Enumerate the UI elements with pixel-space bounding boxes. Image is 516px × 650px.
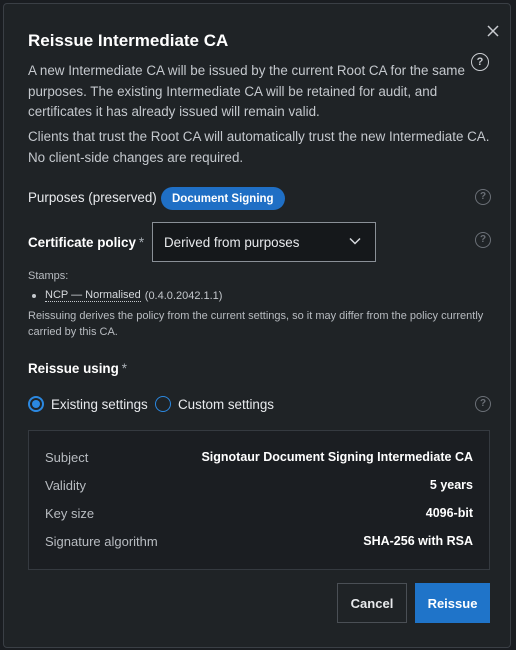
summary-key: Subject	[45, 449, 89, 465]
summary-row	[45, 447, 473, 467]
help-icon[interactable]: ?	[475, 189, 491, 205]
summary-row	[45, 475, 473, 495]
certificate-policy-label	[28, 235, 144, 250]
chevron-down-icon	[349, 237, 361, 245]
stamp-name[interactable]: NCP — Normalised	[45, 289, 141, 301]
summary-value: Signotaur Document Signing Intermediate CA	[201, 450, 473, 464]
help-icon[interactable]: ?	[471, 53, 489, 71]
stamps-label: Stamps:	[28, 270, 69, 282]
bullet-icon	[32, 294, 36, 298]
summary-key: Key size	[45, 505, 95, 521]
help-icon[interactable]: ?	[475, 396, 491, 412]
summary-value: SHA-256 with RSA	[363, 534, 473, 548]
radio-label: Custom settings	[178, 396, 275, 412]
summary-key: Signature algorithm	[45, 533, 158, 549]
purpose-badge: Document Signing	[161, 187, 285, 210]
radio-label: Existing settings	[51, 396, 148, 412]
radio-custom-settings[interactable]	[155, 396, 274, 412]
stamp-list-item	[28, 289, 222, 302]
reissue-intermediate-ca-dialog	[3, 3, 511, 648]
dialog-title: Reissue Intermediate CA	[28, 31, 229, 50]
close-icon	[487, 25, 499, 37]
certificate-policy-label-text: Certificate policy	[28, 235, 136, 250]
settings-summary	[28, 430, 490, 570]
trust-paragraph: Clients that trust the Root CA will automatically trust the new Intermediate CA. No client-side changes are required.	[28, 129, 490, 165]
certificate-policy-select[interactable]	[152, 222, 376, 262]
radio-button-unchecked[interactable]	[155, 396, 171, 412]
radio-button-checked[interactable]	[28, 396, 44, 412]
radio-existing-settings[interactable]	[28, 396, 148, 412]
certificate-policy-value: Derived from purposes	[164, 234, 300, 250]
required-marker: *	[138, 235, 145, 250]
help-icon[interactable]: ?	[475, 232, 491, 248]
reissue-button[interactable]: Reissue	[415, 583, 490, 623]
summary-value: 4096-bit	[425, 506, 473, 520]
purposes-label: Purposes (preserved)	[28, 190, 157, 205]
close-button[interactable]	[482, 20, 504, 42]
summary-value: 5 years	[429, 478, 473, 492]
reissue-using-label	[28, 361, 127, 376]
reissue-using-label-text: Reissue using	[28, 361, 119, 376]
cancel-button[interactable]: Cancel	[337, 583, 407, 623]
stamp-oid: (0.4.0.2042.1.1)	[144, 289, 223, 302]
summary-row	[45, 531, 473, 551]
policy-note: Reissuing derives the policy from the current settings, so it may differ from the policy currently carried by this CA.	[28, 310, 484, 338]
summary-key: Validity	[45, 477, 86, 493]
required-marker: *	[121, 361, 128, 376]
intro-paragraph: A new Intermediate CA will be issued by the current Root CA for the same purposes. The existing Intermediate CA will be retained for audit, and certificates it has already issued will remain valid.	[28, 63, 465, 119]
summary-row	[45, 503, 473, 523]
